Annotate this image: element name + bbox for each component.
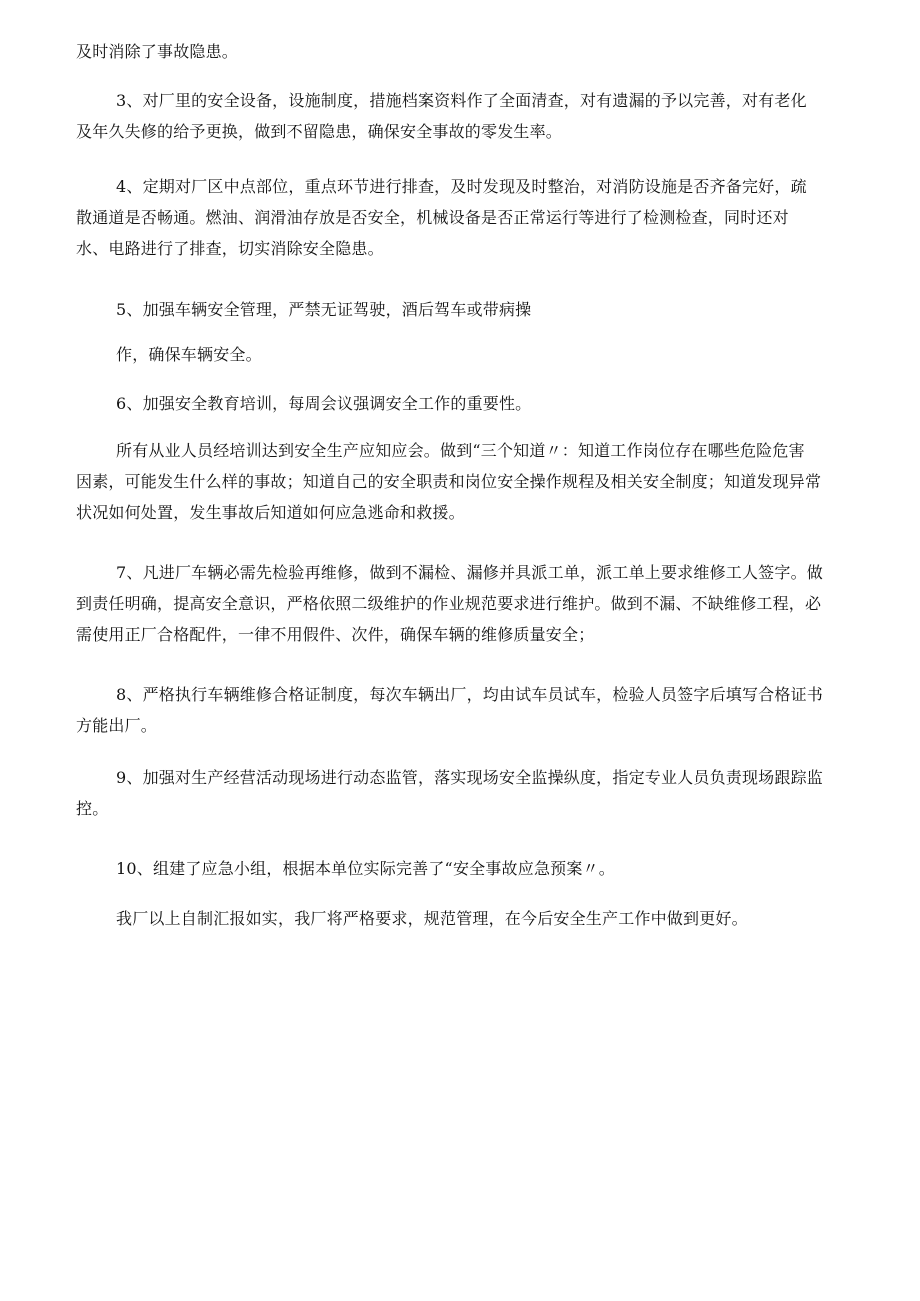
paragraph-line: 及年久失修的给予更换，做到不留隐患，确保安全事故的零发生率。 <box>76 122 563 141</box>
paragraph-line: 9、加强对生产经营活动现场进行动态监管，落实现场安全监操纵度，指定专业人员负责现场跟踪监 <box>116 768 823 787</box>
paragraph-line: 8、严格执行车辆维修合格证制度，每次车辆出厂，均由试车员试车，检验人员签字后填写合格证书 <box>116 685 823 704</box>
paragraph-line: 6、加强安全教育培训，每周会议强调安全工作的重要性。 <box>116 394 532 413</box>
paragraph-line: 需使用正厂合格配件，一律不用假件、次件，确保车辆的维修质量安全； <box>76 625 595 644</box>
paragraph-line: 我厂以上自制汇报如实，我厂将严格要求，规范管理，在今后安全生产工作中做到更好。 <box>116 909 748 928</box>
paragraph-line: 及时消除了事故隐患。 <box>76 42 239 61</box>
paragraph-line: 10、组建了应急小组，根据本单位实际完善了“安全事故应急预案〃。 <box>116 859 615 878</box>
paragraph-item-3 <box>76 85 856 147</box>
paragraph-1 <box>76 36 856 67</box>
paragraph-item-9 <box>76 762 856 824</box>
paragraph-line: 控。 <box>76 799 109 818</box>
paragraph-line: 到责任明确，提高安全意识，严格依照二级维护的作业规范要求进行维护。做到不漏、不缺维修工程，必 <box>76 594 822 613</box>
paragraph-item-8 <box>76 679 856 741</box>
paragraph-item-10 <box>76 853 856 884</box>
paragraph-closing <box>76 903 856 934</box>
paragraph-line: 7、凡进厂车辆必需先检验再维修，做到不漏检、漏修并具派工单，派工单上要求维修工人签字。做 <box>116 563 823 582</box>
paragraph-line: 水、电路进行了排查，切实消除安全隐患。 <box>76 239 384 258</box>
paragraph-line: 5、加强车辆安全管理，严禁无证驾驶，酒后驾车或带病操 <box>116 300 532 319</box>
paragraph-line: 因素，可能发生什么样的事故；知道自己的安全职责和岗位安全操作规程及相关安全制度；知道发现异常 <box>76 472 822 491</box>
paragraph-line: 状况如何处置，发生事故后知道如何应急逃命和救援。 <box>76 503 465 522</box>
paragraph-line: 所有从业人员经培训达到安全生产应知应会。做到“三个知道〃：知道工作岗位存在哪些危险危害 <box>116 441 805 460</box>
paragraph-three-knows <box>76 435 856 528</box>
paragraph-item-6 <box>76 388 856 419</box>
paragraph-item-5-continued <box>76 339 856 370</box>
paragraph-line: 3、对厂里的安全设备，设施制度，措施档案资料作了全面清查，对有遗漏的予以完善，对有老化 <box>116 91 807 110</box>
paragraph-line: 散通道是否畅通。燃油、润滑油存放是否安全，机械设备是否正常运行等进行了检测检查，同时还对 <box>76 208 789 227</box>
paragraph-item-7 <box>76 557 856 650</box>
paragraph-line: 作，确保车辆安全。 <box>116 345 262 364</box>
paragraph-line: 4、定期对厂区中点部位，重点环节进行排查，及时发现及时整治，对消防设施是否齐备完好，疏 <box>116 177 807 196</box>
paragraph-item-4 <box>76 171 856 264</box>
paragraph-line: 方能出厂。 <box>76 716 158 735</box>
paragraph-item-5 <box>76 294 856 325</box>
